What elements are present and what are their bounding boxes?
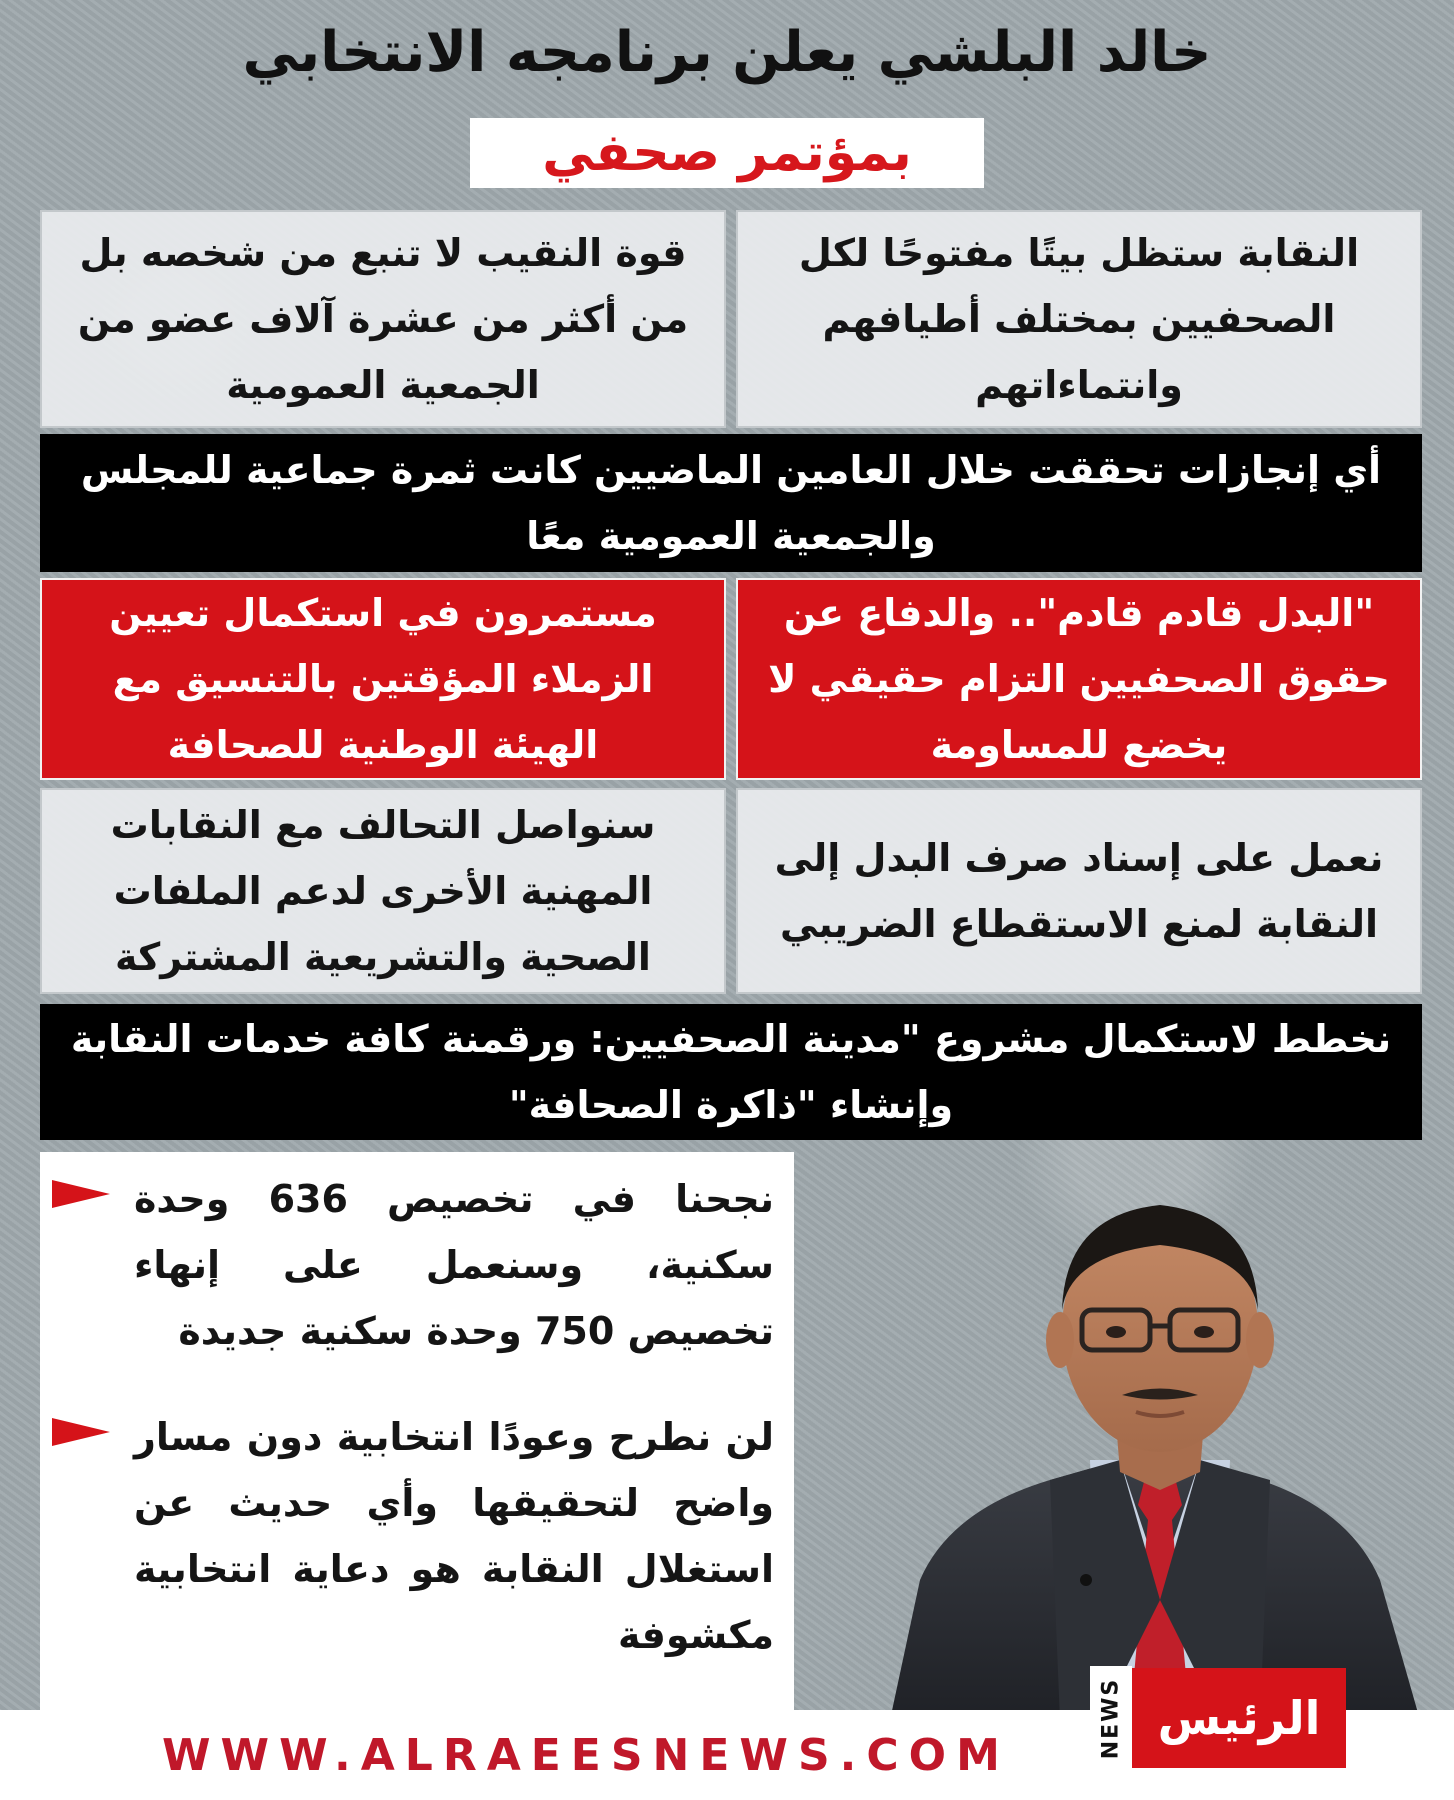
website-url[interactable]: WWW.ALRAEESNEWS.COM (162, 1730, 1010, 1781)
quote-text: نخطط لاستكمال مشروع "مدينة الصحفيين: ورقمنة كافة خدمات النقابة وإنشاء "ذاكرة الصحافة" (70, 1017, 1392, 1127)
quote-box-allowance-coming (736, 578, 1422, 780)
logo-news-tag (1090, 1666, 1132, 1770)
quote-box-alliance (40, 788, 726, 994)
quote-box-allowance-assign (736, 788, 1422, 994)
quote-box-temp-colleagues (40, 578, 726, 780)
bullet-housing: نجحنا في تخصيص 636 وحدة سكنية، وسنعمل على إنهاء تخصيص 750 وحدة سكنية جديدة (134, 1177, 774, 1353)
red-arrow-icon (52, 1180, 110, 1208)
quote-text: سنواصل التحالف مع النقابات المهنية الأخرى لدعم الملفات الصحية والتشريعية المشتركة (110, 803, 656, 979)
quote-text: مستمرون في استكمال تعيين الزملاء المؤقتين بالتنسيق مع الهيئة الوطنية للصحافة (109, 591, 657, 767)
quote-box-journalists-city (40, 1004, 1422, 1140)
page-subtitle: بمؤتمر صحفي (542, 123, 912, 183)
quote-box-open-house (736, 210, 1422, 428)
quote-text: نعمل على إسناد صرف البدل إلى النقابة لمنع الاستقطاع الضريبي (774, 836, 1384, 946)
red-arrow-icon (52, 1418, 110, 1446)
quote-text: النقابة ستظل بيتًا مفتوحًا لكل الصحفيين بمختلف أطيافهم وانتماءاتهم (798, 231, 1360, 407)
quote-text: أي إنجازات تحققت خلال العامين الماضيين كانت ثمرة جماعية للمجلس والجمعية العمومية معًا (80, 448, 1382, 558)
bullet-promises: لن نطرح وعودًا انتخابية دون مسار واضح لتحقيقها وأي حديث عن استغلال النقابة هو دعاية انتخابية مكشوفة (134, 1415, 774, 1657)
subtitle-banner (470, 118, 984, 188)
page-title: خالد البلشي يعلن برنامجه الانتخابي (242, 20, 1212, 85)
quote-text: قوة النقيب لا تنبع من شخصه بل من أكثر من عشرة آلاف عضو من الجمعية العمومية (77, 231, 689, 407)
logo-news-text: NEWS (1098, 1677, 1124, 1759)
quote-box-head-strength (40, 210, 726, 428)
brand-logo (1132, 1668, 1346, 1768)
portrait-photo (860, 1160, 1454, 1720)
quote-text: "البدل قادم قادم".. والدفاع عن حقوق الصحفيين التزام حقيقي لا يخضع للمساومة (768, 591, 1390, 767)
brand-logo-text: الرئيس (1157, 1691, 1321, 1745)
quote-box-achievements (40, 434, 1422, 572)
